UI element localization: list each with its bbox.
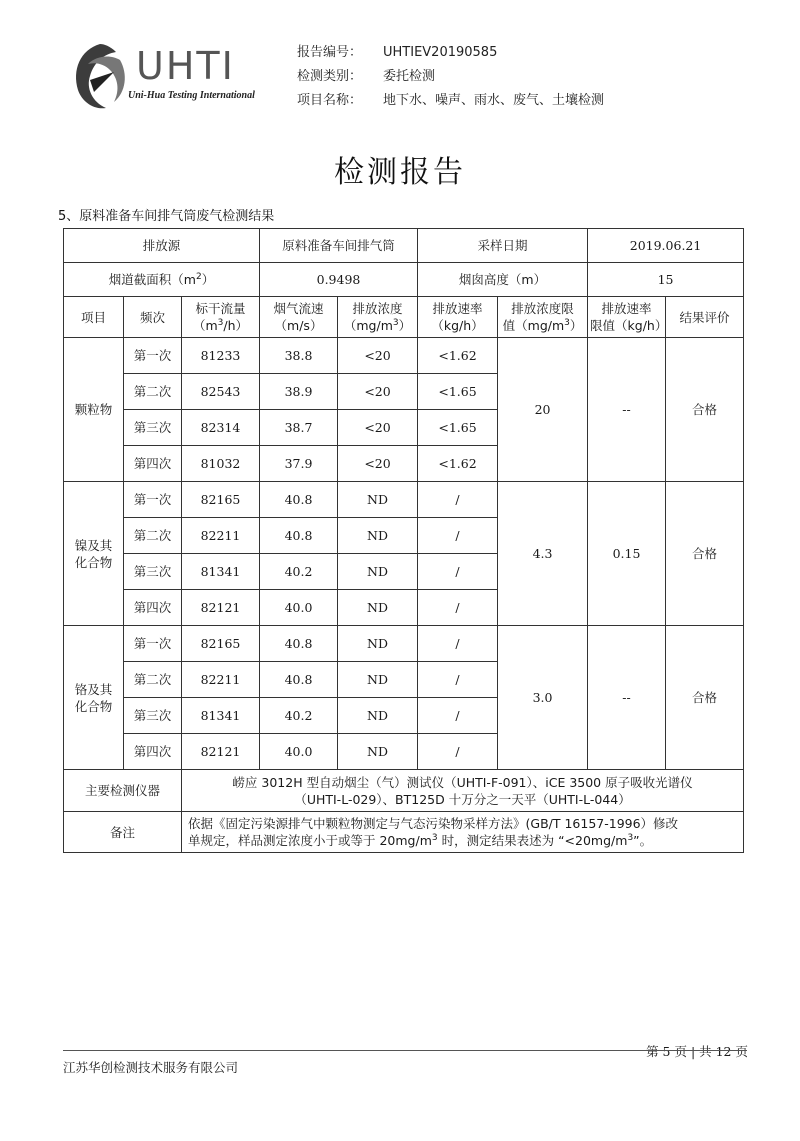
cell-flow: 82121	[182, 734, 260, 770]
company-logo	[70, 40, 270, 115]
cell-freq: 第一次	[124, 338, 182, 374]
cell-flow: 81233	[182, 338, 260, 374]
meta-value: UHTIEV20190585	[383, 45, 498, 60]
date-value: 2019.06.21	[588, 229, 744, 263]
cell-flow: 82314	[182, 410, 260, 446]
report-meta	[297, 41, 604, 113]
date-label: 采样日期	[418, 229, 588, 263]
meta-value: 地下水、噪声、雨水、废气、土壤检测	[383, 93, 605, 108]
cell-speed: 37.9	[260, 446, 338, 482]
cell-freq: 第二次	[124, 374, 182, 410]
cell-speed: 38.9	[260, 374, 338, 410]
cell-conc: ND	[338, 698, 418, 734]
header-conc-limit: 排放浓度限 值$(mg/m^3)$	[498, 297, 588, 338]
cell-result: 合格	[666, 338, 744, 482]
area-value: 0.9498	[260, 263, 418, 297]
cell-flow: 82211	[182, 518, 260, 554]
cell-freq: 第四次	[124, 590, 182, 626]
header-speed: 烟气流速 （m/s）	[260, 297, 338, 338]
header-item: 项目	[64, 297, 124, 338]
cell-result: 合格	[666, 482, 744, 626]
table-row	[64, 482, 744, 518]
logo-brand-text: UHTI	[136, 44, 235, 88]
cell-freq: 第三次	[124, 554, 182, 590]
cell-speed: 38.8	[260, 338, 338, 374]
cell-conc: ND	[338, 662, 418, 698]
cell-flow: 81341	[182, 698, 260, 734]
cell-rate: /	[418, 734, 498, 770]
group-name: 镍及其 化合物	[64, 482, 124, 626]
cell-freq: 第二次	[124, 662, 182, 698]
header-freq: 频次	[124, 297, 182, 338]
group-name: 颗粒物	[64, 338, 124, 482]
cell-conc-limit: 20	[498, 338, 588, 482]
cell-freq: 第三次	[124, 698, 182, 734]
header-result: 结果评价	[666, 297, 744, 338]
cell-conc: <20	[338, 410, 418, 446]
meta-label: 报告编号：	[297, 45, 363, 60]
cell-speed: 40.0	[260, 590, 338, 626]
cell-freq: 第四次	[124, 446, 182, 482]
table-row-area	[64, 263, 744, 297]
cell-flow: 82211	[182, 662, 260, 698]
cell-speed: 40.8	[260, 662, 338, 698]
footer-company: 江苏华创检测技术服务有限公司	[63, 1060, 239, 1075]
logo-subtitle: Uni-Hua Testing International	[128, 90, 255, 101]
cell-rate: /	[418, 554, 498, 590]
meta-report-number	[297, 41, 604, 65]
area-label: 烟道截面积$(m^2)$	[64, 263, 260, 297]
meta-value: 委托检测	[383, 69, 436, 84]
note-label: 备注	[64, 812, 182, 853]
header-flow: 标干流量 $(m^3/h)$	[182, 297, 260, 338]
cell-rate: /	[418, 698, 498, 734]
cell-conc: <20	[338, 446, 418, 482]
table-row-instruments	[64, 770, 744, 812]
source-label: 排放源	[64, 229, 260, 263]
cell-conc: <20	[338, 374, 418, 410]
meta-label: 检测类别：	[297, 69, 363, 84]
instruments-value: 崂应 3012H 型自动烟尘（气）测试仪（UHTI-F-091）、iCE 3500 原子吸收光谱仪 （UHTI-L-029）、BT125D 十万分之一天平（UHTI-L-044）	[182, 770, 744, 812]
meta-project-name	[297, 89, 604, 113]
cell-speed: 40.2	[260, 698, 338, 734]
cell-rate-limit: 0.15	[588, 482, 666, 626]
cell-result: 合格	[666, 626, 744, 770]
cell-rate: /	[418, 518, 498, 554]
page-number: 第 5 页 | 共 12 页	[646, 1044, 748, 1059]
cell-freq: 第一次	[124, 482, 182, 518]
height-label: 烟囱高度（m）	[418, 263, 588, 297]
cell-speed: 40.8	[260, 482, 338, 518]
cell-conc-limit: 4.3	[498, 482, 588, 626]
cell-rate: /	[418, 662, 498, 698]
cell-speed: 38.7	[260, 410, 338, 446]
cell-freq: 第三次	[124, 410, 182, 446]
cell-rate: /	[418, 590, 498, 626]
cell-speed: 40.2	[260, 554, 338, 590]
cell-rate: <1.65	[418, 374, 498, 410]
cell-rate: /	[418, 482, 498, 518]
source-value: 原料准备车间排气筒	[260, 229, 418, 263]
cell-rate: <1.65	[418, 410, 498, 446]
table-header-row	[64, 297, 744, 338]
cell-flow: 81032	[182, 446, 260, 482]
cell-conc-limit: 3.0	[498, 626, 588, 770]
note-value: 依据《固定污染源排气中颗粒物测定与气态污染物采样方法》(GB/T 16157-1996）修改 单规定，样品测定浓度小于或等于 $20mg/m^3$ 时，测定结果表述为 “$<20mg/m^3$”。	[182, 812, 744, 853]
cell-rate-limit: --	[588, 338, 666, 482]
cell-conc: <20	[338, 338, 418, 374]
cell-flow: 82165	[182, 626, 260, 662]
table-row	[64, 626, 744, 662]
header-rate-limit: 排放速率 限值（kg/h）	[588, 297, 666, 338]
cell-flow: 81341	[182, 554, 260, 590]
cell-rate: /	[418, 626, 498, 662]
cell-speed: 40.8	[260, 518, 338, 554]
cell-conc: ND	[338, 734, 418, 770]
table-row-notes	[64, 812, 744, 853]
cell-flow: 82165	[182, 482, 260, 518]
group-name: 铬及其 化合物	[64, 626, 124, 770]
cell-freq: 第一次	[124, 626, 182, 662]
cell-freq: 第四次	[124, 734, 182, 770]
cell-rate-limit: --	[588, 626, 666, 770]
cell-freq: 第二次	[124, 518, 182, 554]
meta-test-category	[297, 65, 604, 89]
cell-conc: ND	[338, 626, 418, 662]
footer-divider	[63, 1050, 747, 1051]
cell-rate: <1.62	[418, 446, 498, 482]
cell-conc: ND	[338, 518, 418, 554]
cell-conc: ND	[338, 482, 418, 518]
page-title: 检测报告	[334, 155, 466, 190]
results-table	[63, 228, 744, 853]
height-value: 15	[588, 263, 744, 297]
cell-conc: ND	[338, 554, 418, 590]
cell-speed: 40.8	[260, 626, 338, 662]
cell-conc: ND	[338, 590, 418, 626]
cell-flow: 82121	[182, 590, 260, 626]
logo-emblem-icon	[70, 40, 132, 112]
header-rate: 排放速率 （kg/h）	[418, 297, 498, 338]
table-row-source	[64, 229, 744, 263]
meta-label: 项目名称：	[297, 93, 363, 108]
header-conc: 排放浓度 $(mg/m^3)$	[338, 297, 418, 338]
cell-rate: <1.62	[418, 338, 498, 374]
table-row	[64, 338, 744, 374]
section-title: 5、原料准备车间排气筒废气检测结果	[58, 209, 275, 224]
cell-speed: 40.0	[260, 734, 338, 770]
cell-flow: 82543	[182, 374, 260, 410]
instruments-label: 主要检测仪器	[64, 770, 182, 812]
